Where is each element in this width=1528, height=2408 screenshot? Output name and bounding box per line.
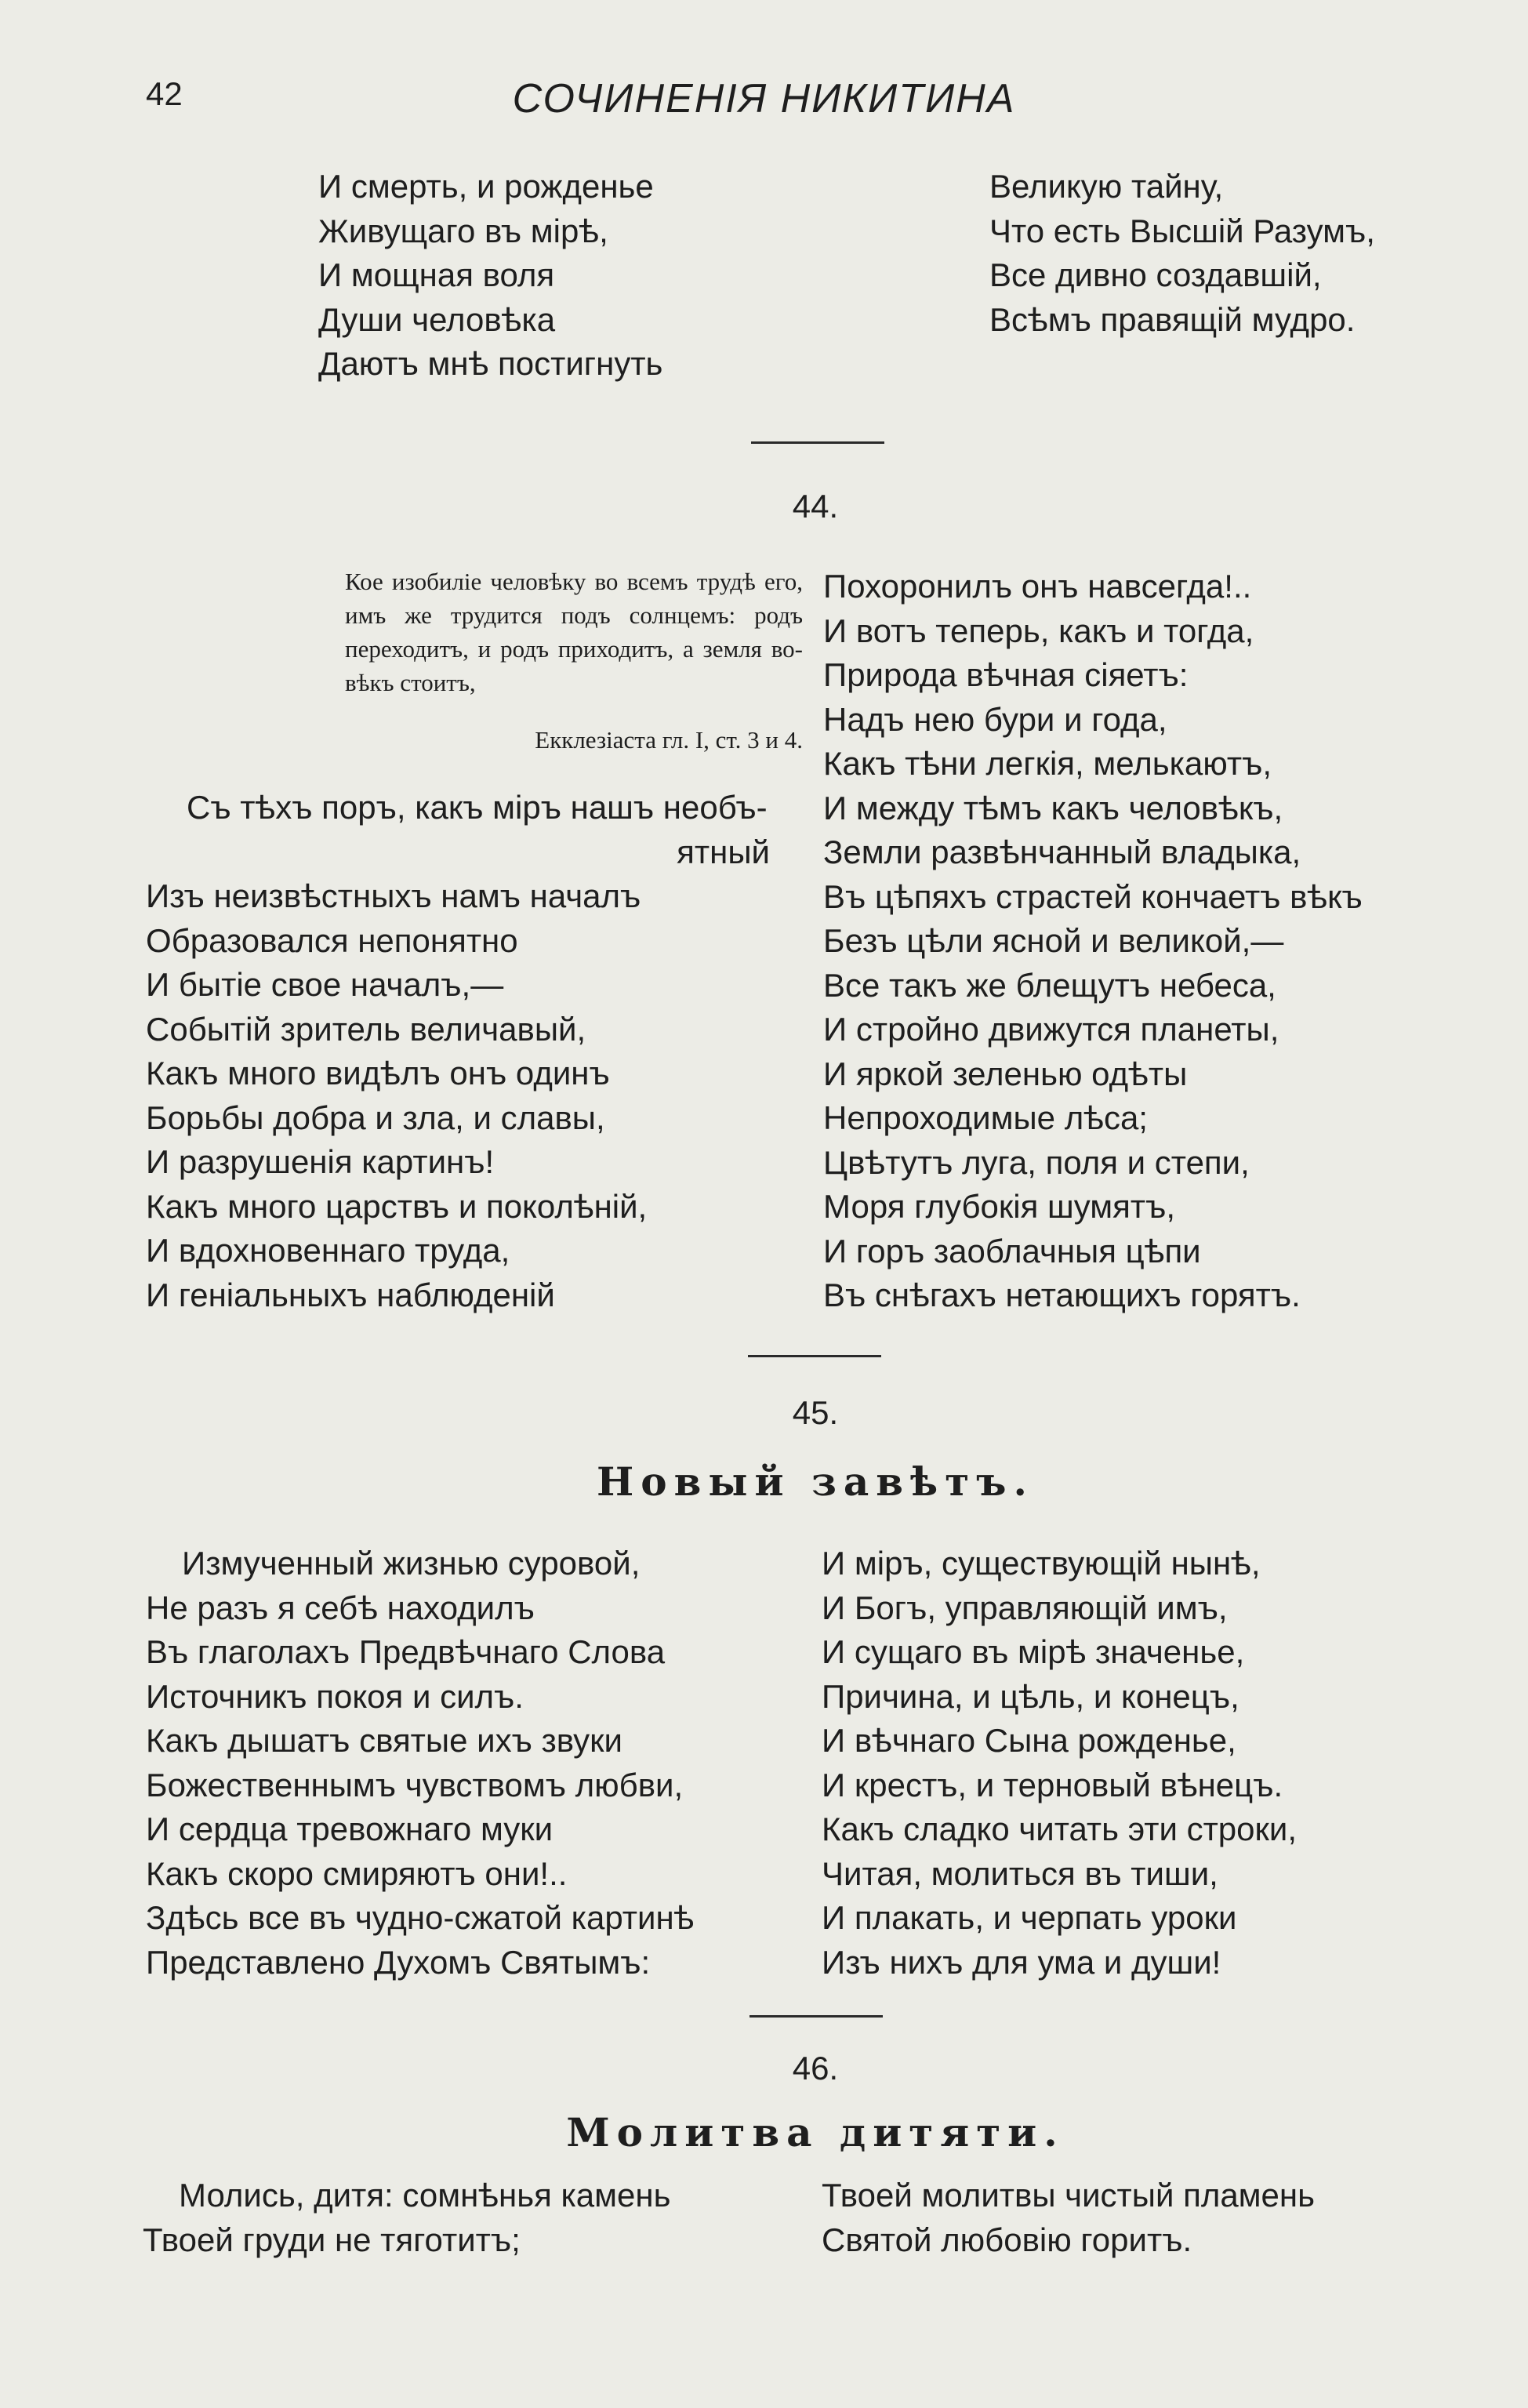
verse-line: Съ тѣхъ поръ, какъ міръ нашъ необъ-	[187, 789, 768, 826]
poem-title: Новый завѣтъ.	[597, 1458, 1034, 1505]
verse-line: Въ глаголахъ Предвѣчнаго Слова	[146, 1633, 666, 1670]
verse-line: Даютъ мнѣ постигнуть	[318, 345, 663, 382]
verse-line: Какъ много царствъ и поколѣній,	[146, 1187, 648, 1225]
verse-line: Безъ цѣли ясной и великой,—	[823, 922, 1284, 959]
verse-line: Какъ много видѣлъ онъ одинъ	[146, 1055, 610, 1091]
verse-line: И сердца тревожнаго муки	[146, 1811, 553, 1847]
verse-line: И яркой зеленью одѣты	[823, 1055, 1188, 1092]
verse-line: Земли развѣнчанный владыка,	[823, 834, 1301, 870]
poem44-right-column	[823, 565, 1363, 1318]
verse-line: Въ снѣгахъ нетающихъ горятъ.	[823, 1277, 1301, 1313]
verse-line: Въ цѣпяхъ страстей кончаетъ вѣкъ	[823, 877, 1363, 915]
epigraph-source: Екклезіаста гл. I, ст. 3 и 4.	[535, 726, 803, 754]
verse-line: Представлено Духомъ Святымъ:	[146, 1943, 651, 1981]
verse-line: Похоронилъ онъ навсегда!..	[823, 568, 1252, 605]
verse-line: И плакать, и черпать уроки	[822, 1899, 1237, 1936]
verse-line-wrap: ятный	[677, 833, 770, 870]
epigraph	[345, 565, 803, 699]
verse-line: Измученный жизнью суровой,	[182, 1545, 641, 1582]
poem43-right-column	[989, 165, 1375, 342]
verse-line: Изъ нихъ для ума и души!	[822, 1943, 1221, 1981]
page-number: 42	[146, 75, 183, 112]
verse-line: Твоей молитвы чистый пламень	[822, 2177, 1315, 2214]
verse-line: Души человѣка	[318, 300, 556, 338]
verse-line: Божественнымъ чувствомъ любви,	[146, 1766, 684, 1803]
poem46-right-column	[822, 2174, 1315, 2262]
verse-line: Все такъ же блещутъ небеса,	[823, 966, 1276, 1004]
section-divider	[749, 2015, 883, 2018]
poem-title: Молитва дитяти.	[566, 2109, 1065, 2156]
verse-line: И стройно движутся планеты,	[823, 1011, 1279, 1048]
poem44-left-column	[146, 786, 770, 1317]
verse-line: Живущаго въ мірѣ,	[318, 212, 608, 249]
verse-line: И крестъ, и терновый вѣнецъ.	[822, 1766, 1283, 1803]
verse-line: И смерть, и рожденье	[318, 168, 654, 205]
running-title: СОЧИНЕНІЯ НИКИТИНА	[512, 76, 1016, 122]
verse-line: Борьбы добра и зла, и славы,	[146, 1099, 605, 1136]
verse-line: И вдохновеннаго труда,	[146, 1232, 510, 1269]
verse-line: Все дивно создавшій,	[989, 256, 1322, 293]
verse-line: Твоей груди не тяготитъ;	[143, 2221, 521, 2258]
verse-line: И міръ, существующій нынѣ,	[822, 1545, 1261, 1582]
poem43-left-column	[318, 165, 662, 387]
verse-line: Великую тайну,	[989, 168, 1224, 205]
verse-line: Источникъ покоя и силъ.	[146, 1677, 524, 1715]
verse-line: Изъ неизвѣстныхъ намъ началъ	[146, 877, 641, 914]
verse-line: Какъ сладко читать эти строки,	[822, 1811, 1298, 1847]
verse-line: Надъ нею бури и года,	[823, 700, 1167, 738]
verse-line: Какъ тѣни легкія, мелькаютъ,	[823, 745, 1272, 782]
poem-number: 46.	[792, 2050, 839, 2087]
verse-line: И геніальныхъ наблюденій	[146, 1276, 555, 1313]
verse-line: Читая, молиться въ тиши,	[822, 1854, 1218, 1892]
section-divider	[748, 1355, 881, 1357]
section-divider	[751, 441, 884, 444]
verse-line: Не разъ я себѣ находилъ	[146, 1589, 535, 1626]
verse-line: Непроходимые лѣса;	[823, 1099, 1148, 1136]
verse-line: Молись, дитя: сомнѣнья камень	[179, 2177, 671, 2214]
verse-line: Здѣсь все въ чудно-сжатой картинѣ	[146, 1899, 695, 1936]
verse-line: И сущаго въ мірѣ значенье,	[822, 1633, 1245, 1670]
verse-line: И горъ заоблачныя цѣпи	[823, 1232, 1201, 1269]
verse-line: Цвѣтутъ луга, поля и степи,	[823, 1143, 1250, 1181]
verse-line: Образовался непонятно	[146, 921, 518, 959]
poem45-right-column	[822, 1542, 1297, 1985]
verse-line: И мощная воля	[318, 256, 555, 293]
poem-number: 45.	[792, 1394, 839, 1431]
verse-line: И между тѣмъ какъ человѣкъ,	[823, 789, 1283, 826]
verse-line: И вѣчнаго Сына рожденье,	[822, 1722, 1236, 1759]
verse-line: Святой любовію горитъ.	[822, 2221, 1192, 2258]
poem-number: 44.	[792, 488, 839, 525]
verse-line: Природа вѣчная сіяетъ:	[823, 656, 1189, 693]
verse-line: Причина, и цѣль, и конецъ,	[822, 1677, 1239, 1715]
poem46-left-column	[143, 2174, 670, 2262]
verse-line: И Богъ, управляющій имъ,	[822, 1589, 1228, 1626]
poem45-left-column	[146, 1542, 694, 1985]
verse-line: И бытіе свое началъ,—	[146, 966, 504, 1003]
verse-line: Моря глубокія шумятъ,	[823, 1188, 1176, 1225]
verse-line: Какъ скоро смиряютъ они!..	[146, 1854, 568, 1892]
verse-line: И вотъ теперь, какъ и тогда,	[823, 612, 1254, 649]
verse-line: Что есть Высшій Разумъ,	[989, 212, 1375, 249]
verse-line: Какъ дышатъ святые ихъ звуки	[146, 1722, 622, 1759]
verse-line: Всѣмъ правящій мудро.	[989, 300, 1356, 338]
verse-line: Событій зритель величавый,	[146, 1010, 586, 1048]
epigraph-text: Кое изобиліе человѣку во всемъ трудѣ его, имъ же трудится подъ солнцемъ: родъ переходитъ, и родъ приходитъ, а земля во-вѣкъ стоитъ,	[345, 568, 803, 696]
verse-line: И разрушенія картинъ!	[146, 1143, 495, 1180]
